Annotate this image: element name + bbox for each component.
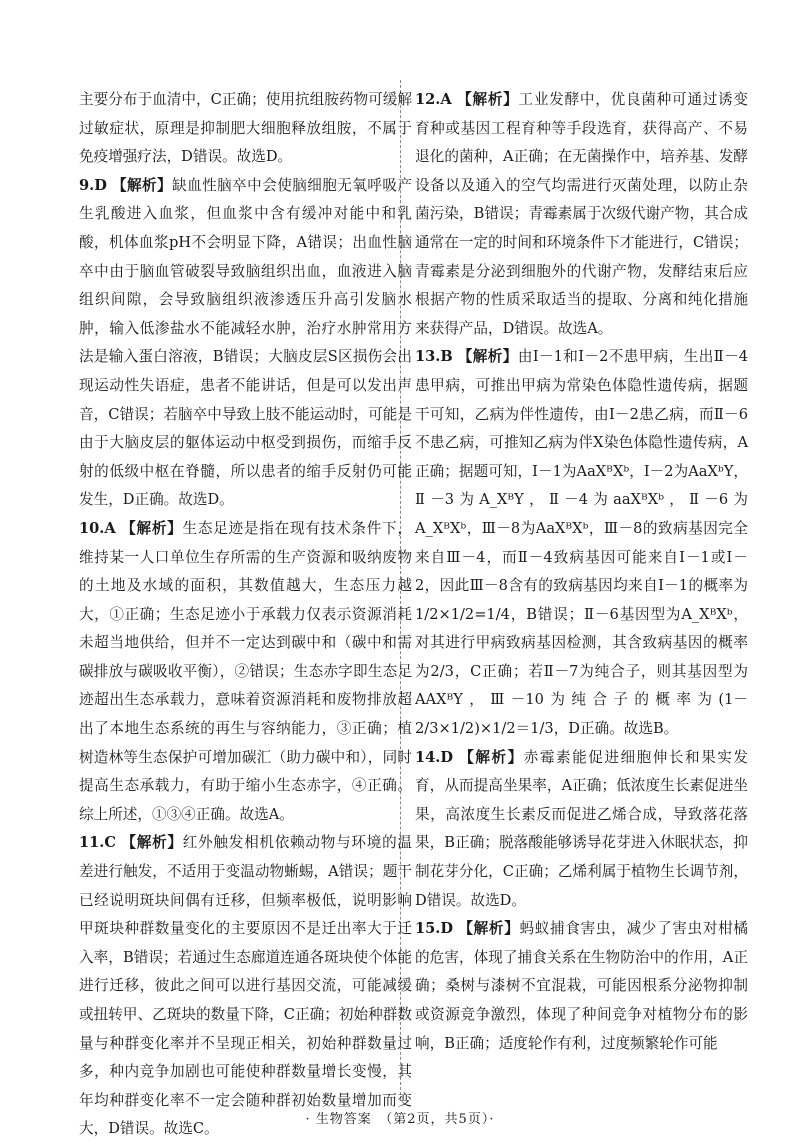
answer-number: 9.D xyxy=(79,176,107,194)
analysis-tag: 【解析】 xyxy=(457,91,519,108)
answer-13 xyxy=(415,343,748,743)
answer-15 xyxy=(415,915,748,1058)
answer-number: 10.A xyxy=(79,519,116,537)
answer-number: 14.D xyxy=(415,748,454,766)
answer-text: 由Ⅰ－1和Ⅰ－2不患甲病，生出Ⅱ－4患甲病，可推出甲病为常染色体隐性遗传病，据题干可知，乙病为伴性遗传，由Ⅰ－2患乙病，而Ⅱ－6不患乙病，可推知乙病为伴X染色体隐性遗传病，A正确；据题可知，Ⅰ－1为AaXᴮXᵇ，Ⅰ－2为AaXᵇY，Ⅱ－3为A_XᴮY，Ⅱ－4为aaXᴮXᵇ，Ⅱ－6为A_XᴮXᵇ，Ⅲ－8为AaXᴮXᵇ，Ⅲ－8的致病基因完全来自Ⅲ－4，而Ⅱ－4致病基因可能来自Ⅰ－1或Ⅰ－2，因此Ⅲ－8含有的致病基因均来自Ⅰ－1的概率为 xyxy=(415,348,749,595)
answer-11 xyxy=(79,829,412,1144)
q8-continuation: 主要分布于血清中，C正确；使用抗组胺药物可缓解过敏症状，原理是抑制肥大细胞释放组胺，不属于免疫增强疗法，D错误。故选D。 xyxy=(79,91,412,166)
answer-number: 12.A xyxy=(415,91,452,108)
answer-text: 赤霉素能促进细胞伸长和果实发育，从而提高坐果率，A正确；低浓度生长素促进坐果，高浓度生长素反而促进乙烯合成，导致落花落果，B正确；脱落酸能够诱导花芽进入休眠状态，抑制花芽分化，C正确；乙烯利属于植物生长调节剂，D错误。故选D。 xyxy=(415,748,748,909)
answer-text: 红外触发相机依赖动物与环境的温差进行触发，不适用于变温动物蜥蜴，A错误；题干已经说明斑块间偶有迁移，但频率极低，说明影响甲斑块种群数量变化的主要原因不是迁出率大于迁入率，B错误；若通过生态廊道连通各斑块使个体能进行迁移，彼此之间可以进行基因交流，可能减缓或扭转甲、乙斑块的数量下降，C正确；初始种群数量与种群变化率并不呈现正相关，初始种群数量过多，种内竞争加剧也可能使种群数量增长变慢，其年均种群变化率不一定会随种群初始数量增加而变大，D错误。故选C。 xyxy=(79,834,412,1138)
analysis-tag: 【解析】 xyxy=(121,834,183,852)
answer-12 xyxy=(415,86,748,343)
answer-text: 生态足迹是指在现有技术条件下，维持某一人口单位生存所需的生产资源和吸纳废物的土地及水域的面积，其数值越大，生态压力越大，①正确；生态足迹小于承载力仅表示资源消耗未超当地供给，但并不一定达到碳中和（碳中和需碳排放与碳吸收平衡），②错误；生态赤字即生态足迹超出生态承载力，意味着资源消耗和废物排放超出了本地生态系统的再生与容纳能力，③正确；植树造林等生态保护可增加碳汇（助力碳中和），同时提高生态承载力，有助于缩小生态赤字，④正确。综上所述，①③④正确。故选A。 xyxy=(79,519,412,823)
answer-text-formula-2: AAXᴮY，Ⅲ－10为纯合子的概率为(1－2/3×1/2)× xyxy=(415,691,748,738)
analysis-tag: 【解析】 xyxy=(457,348,518,366)
answer-text: 蚂蚁捕食害虫，减少了害虫对柑橘的危害，体现了捕食关系在生物防治中的作用，A正确；桑树与漆树不宜混栽，可能因根系分泌物抑制或资源竞争激烈，体现了种间竞争对植物分布的影响，B正确；适度轮作有利，过度频繁轮作可能 xyxy=(415,920,748,1052)
answer-text-formula-1: 1/2×1/2=1/4，B错误；Ⅱ－6基因型为A_XᴮXᵇ，对其进行甲病致病基因检测，其含致病基因的概率为2/3，C正确；若Ⅱ－7为纯合子，则其基因型为 xyxy=(415,605,748,680)
answer-10 xyxy=(79,515,412,830)
page-footer: · 生物答案 （第2页，共5页）· xyxy=(305,1112,495,1127)
answer-number: 11.C xyxy=(79,834,117,852)
answer-text: 缺血性脑卒中会使脑细胞无氧呼吸产生乳酸进入血浆，但血浆中含有缓冲对能中和乳酸，机体血浆pH不会明显下降，A错误；出血性脑卒中由于脑血管破裂导致脑组织出血，血液进入脑组织间隙，会导致脑组织液渗透压升高引发脑水肿，输入低渗盐水不能减轻水肿，治疗水肿常用方法是输入蛋白溶液，B错误；大脑皮层S区损伤会出现运动性失语症，患者不能讲话，但是可以发出声音，C错误；若脑卒中导致上肢不能运动时，可能是由于大脑皮层的躯体运动中枢受到损伤，而缩手反射的低级中枢在脊髓，所以患者的缩手反射仍可能发生，D正确。故选D。 xyxy=(79,176,412,509)
answer-text: 工业发酵中，优良菌种可通过诱变育种或基因工程育种等手段选育，获得高产、不易退化的菌种，A正确；在无菌操作中，培养基、发酵设备以及通入的空气均需进行灭菌处理，以防止杂菌污染，B错误；青霉素属于次级代谢产物，其合成通常在一定的时间和环境条件下才能进行，C错误；青霉素是分泌到细胞外的代谢产物，发酵结束后应根据产物的性质采取适当的提取、分离和纯化措施来获得产品，D错误。故选A。 xyxy=(415,91,748,337)
analysis-tag: 【解析】 xyxy=(121,519,183,537)
analysis-tag: 【解析】 xyxy=(111,176,173,194)
answer-text-formula-3: 1/2＝1/3，D正确。故选B。 xyxy=(492,720,679,738)
analysis-tag: 【解析】 xyxy=(459,748,524,766)
answer-number: 15.D xyxy=(415,920,454,938)
analysis-tag: 【解析】 xyxy=(458,920,520,938)
answer-number: 13.B xyxy=(415,348,453,366)
answer-14 xyxy=(415,744,748,916)
right-column xyxy=(415,86,748,1058)
answer-9 xyxy=(79,172,412,515)
left-column xyxy=(79,86,412,1144)
